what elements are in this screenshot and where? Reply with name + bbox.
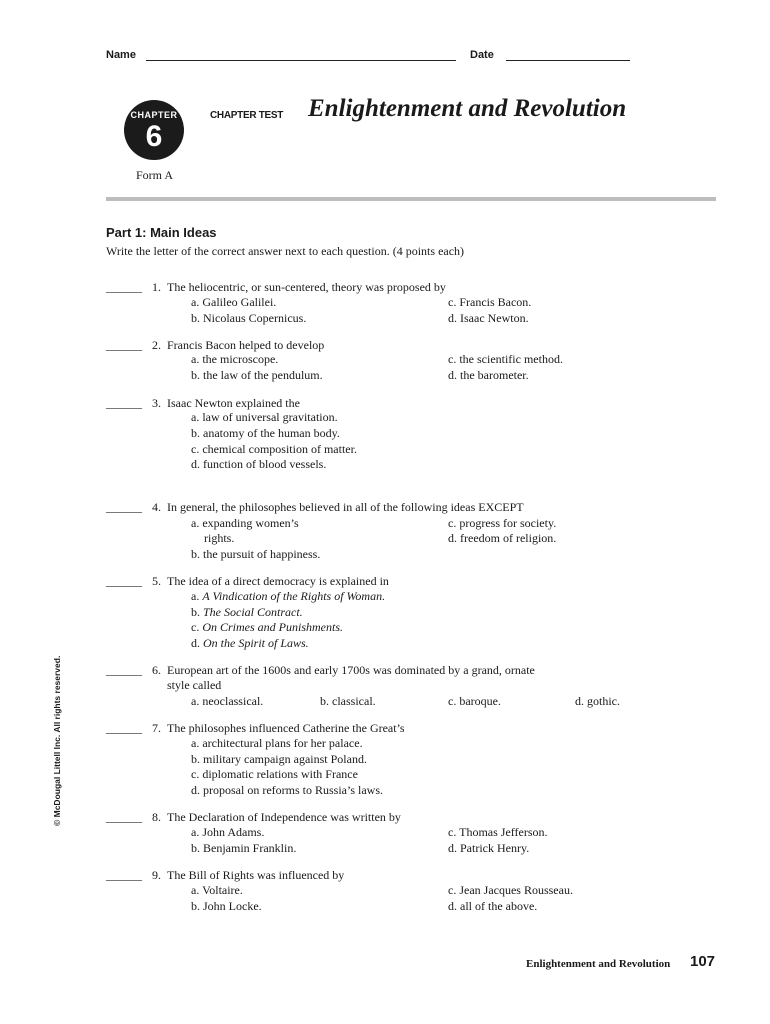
option-a: a. John Adams. — [191, 825, 265, 839]
question-stem: The heliocentric, or sun-centered, theory was proposed by — [167, 280, 446, 294]
copyright-notice: © McDougal Littell Inc. All rights reserved. — [52, 655, 62, 826]
option-a: a. A Vindication of the Rights of Woman. — [191, 589, 386, 603]
option-b: b. John Locke. — [191, 899, 262, 913]
answer-blank-9[interactable]: ______ — [106, 868, 142, 882]
option-a: a. law of universal gravitation. — [191, 410, 338, 424]
option-d: d. function of blood vessels. — [191, 457, 327, 471]
option-d: d. the barometer. — [448, 368, 529, 382]
option-b: b. classical. — [320, 694, 376, 708]
date-label: Date — [470, 49, 494, 61]
question-number: 2. — [152, 338, 161, 352]
option-c: c. progress for society. — [448, 516, 557, 530]
form-label: Form A — [136, 168, 174, 182]
answer-blank-3[interactable]: ______ — [106, 396, 142, 410]
chapter-title: Enlightenment and Revolution — [308, 95, 627, 122]
option-b: b. the law of the pendulum. — [191, 368, 323, 382]
option-b: b. The Social Contract. — [191, 605, 303, 619]
chapter-test-label: CHAPTER TEST — [210, 110, 284, 121]
question-number: 5. — [152, 574, 161, 588]
option-c: c. diplomatic relations with France — [191, 767, 358, 781]
answer-blank-6[interactable]: ______ — [106, 663, 142, 677]
option-c: c. the scientific method. — [448, 352, 563, 366]
option-d: d. proposal on reforms to Russia’s laws. — [191, 783, 383, 797]
question-number: 8. — [152, 810, 161, 824]
question-number: 7. — [152, 721, 161, 735]
option-a: a. Galileo Galilei. — [191, 295, 277, 309]
section-divider — [106, 197, 716, 201]
option-a: a. Voltaire. — [191, 883, 243, 897]
option-d: d. Isaac Newton. — [448, 311, 529, 325]
question-number: 9. — [152, 868, 161, 882]
answer-blank-5[interactable]: ______ — [106, 574, 142, 588]
option-b: b. anatomy of the human body. — [191, 426, 340, 440]
option-d: d. Patrick Henry. — [448, 841, 530, 855]
answer-blank-8[interactable]: ______ — [106, 810, 142, 824]
option-a: a. expanding women’s — [191, 516, 299, 530]
option-c: c. baroque. — [448, 694, 501, 708]
chapter-badge-word: CHAPTER — [130, 110, 178, 120]
date-field[interactable] — [506, 60, 630, 61]
chapter-number: 6 — [145, 120, 163, 153]
question-number: 3. — [152, 396, 161, 410]
option-c: c. Francis Bacon. — [448, 295, 532, 309]
question-stem: In general, the philosophes believed in all of the following ideas EXCEPT — [167, 500, 524, 514]
part-instructions: Write the letter of the correct answer next to each question. (4 points each) — [106, 244, 465, 258]
option-b: b. the pursuit of happiness. — [191, 547, 321, 561]
question-number: 4. — [152, 500, 161, 514]
question-stem: The philosophes influenced Catherine the Great’s — [167, 721, 405, 735]
question-stem-continued: style called — [167, 678, 222, 692]
option-a-continued: rights. — [204, 531, 235, 545]
option-a: a. architectural plans for her palace. — [191, 736, 363, 750]
question-number: 1. — [152, 280, 161, 294]
page-number: 107 — [690, 953, 716, 970]
option-b: b. Benjamin Franklin. — [191, 841, 297, 855]
name-label: Name — [106, 49, 136, 61]
footer-title: Enlightenment and Revolution — [526, 958, 671, 970]
option-b: b. Nicolaus Copernicus. — [191, 311, 307, 325]
question-stem: The idea of a direct democracy is explained in — [167, 574, 389, 588]
answer-blank-2[interactable]: ______ — [106, 338, 142, 352]
option-c: c. Thomas Jefferson. — [448, 825, 548, 839]
option-a: a. the microscope. — [191, 352, 279, 366]
chapter-badge — [124, 100, 184, 160]
option-d: d. gothic. — [575, 694, 620, 708]
option-c: c. Jean Jacques Rousseau. — [448, 883, 573, 897]
question-stem: Francis Bacon helped to develop — [167, 338, 325, 352]
question-stem: The Declaration of Independence was written by — [167, 810, 401, 824]
option-b: b. military campaign against Poland. — [191, 752, 367, 766]
question-stem: European art of the 1600s and early 1700s was dominated by a grand, ornate — [167, 663, 535, 677]
question-number: 6. — [152, 663, 161, 677]
part-title: Part 1: Main Ideas — [106, 225, 217, 240]
option-d: d. all of the above. — [448, 899, 538, 913]
answer-blank-1[interactable]: ______ — [106, 280, 142, 294]
question-stem: Isaac Newton explained the — [167, 396, 300, 410]
option-c: c. chemical composition of matter. — [191, 442, 357, 456]
option-c: c. On Crimes and Punishments. — [191, 620, 343, 634]
question-stem: The Bill of Rights was influenced by — [167, 868, 345, 882]
answer-blank-4[interactable]: ______ — [106, 500, 142, 514]
option-d: d. On the Spirit of Laws. — [191, 636, 309, 650]
option-a: a. neoclassical. — [191, 694, 264, 708]
answer-blank-7[interactable]: ______ — [106, 721, 142, 735]
name-field[interactable] — [146, 60, 456, 61]
option-d: d. freedom of religion. — [448, 531, 557, 545]
